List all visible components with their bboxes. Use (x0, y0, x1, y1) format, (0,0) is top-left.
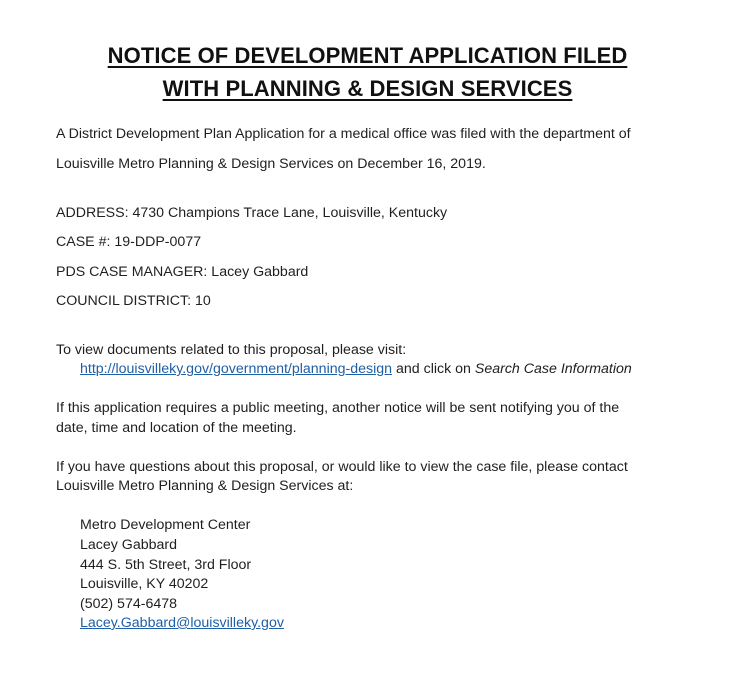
meeting-line-1: If this application requires a public meeting, another notice will be sent notifying you of the (56, 400, 620, 416)
contact-email-row (80, 615, 284, 631)
search-case-information-text: Search Case Information (474, 361, 632, 377)
contact-phone: (502) 574-6478 (80, 596, 178, 612)
contact-name: Lacey Gabbard (80, 537, 178, 553)
meeting-line-2: date, time and location of the meeting. (56, 420, 297, 436)
documents-link-row (80, 361, 632, 377)
documents-after-link: and click on (392, 361, 475, 377)
notice-title-line-2: WITH PLANNING & DESIGN SERVICES (162, 76, 573, 101)
contact-center: Metro Development Center (80, 517, 251, 533)
planning-design-link[interactable]: http://louisvilleky.gov/government/planning-design (80, 361, 393, 377)
case-manager-line: PDS CASE MANAGER: Lacey Gabbard (56, 264, 309, 280)
documents-prompt: To view documents related to this proposal, please visit: (56, 342, 407, 358)
questions-line-2: Louisville Metro Planning & Design Services at: (56, 478, 354, 494)
questions-line-1: If you have questions about this proposal, or would like to view the case file, please contact (56, 459, 628, 475)
contact-street: 444 S. 5th Street, 3rd Floor (80, 557, 252, 573)
intro-line-1: A District Development Plan Application for a medical office was filed with the department of (56, 126, 631, 142)
case-number-line: CASE #: 19-DDP-0077 (56, 234, 202, 250)
council-district-line: COUNCIL DISTRICT: 10 (56, 293, 211, 309)
contact-email-link[interactable]: Lacey.Gabbard@louisvilleky.gov (80, 615, 284, 631)
contact-city: Louisville, KY 40202 (80, 576, 209, 592)
intro-line-2: Louisville Metro Planning & Design Services on December 16, 2019. (56, 156, 486, 172)
notice-title-line-1: NOTICE OF DEVELOPMENT APPLICATION FILED (107, 43, 628, 68)
address-line: ADDRESS: 4730 Champions Trace Lane, Louisville, Kentucky (56, 205, 448, 221)
